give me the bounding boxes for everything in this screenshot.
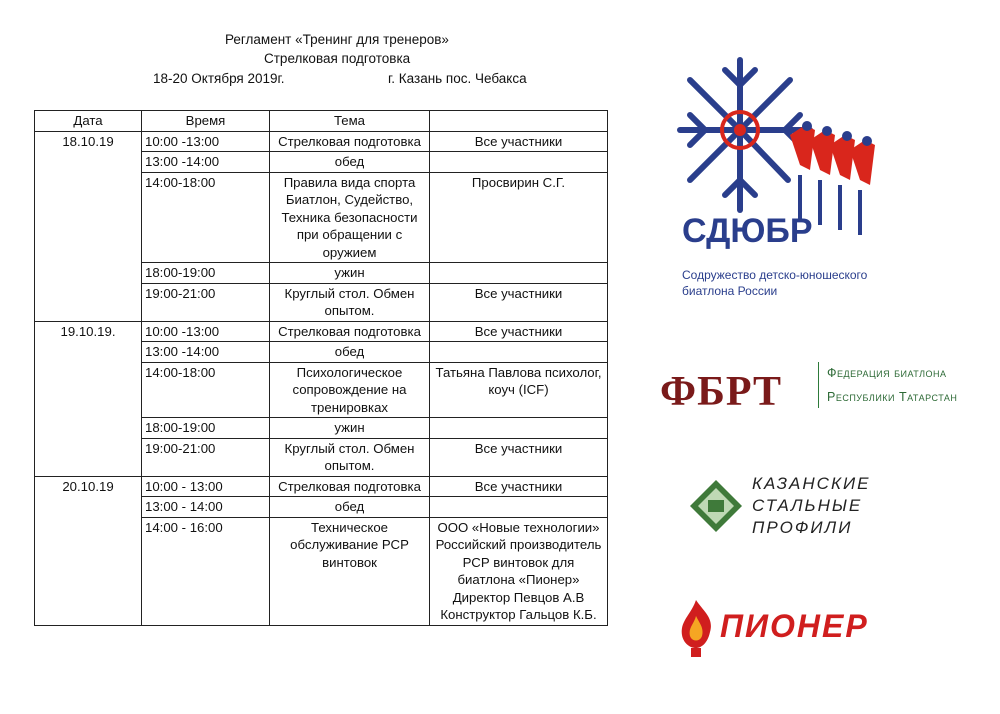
participants-cell: ООО «Новые технологии» Российский производитель РСР винтовок для биатлона «Пионер» Директор Певцов А.В Конструктор Гальцов К.Б. <box>430 517 608 625</box>
table-row <box>35 476 608 497</box>
topic-cell: Стрелковая подготовка <box>270 321 430 342</box>
column-header <box>430 111 608 132</box>
sdubr-caption-1: Содружество детско-юношеского <box>682 268 868 282</box>
time-cell: 10:00 - 13:00 <box>142 476 270 497</box>
participants-cell <box>430 342 608 363</box>
doc-subtitle: Стрелковая подготовка <box>264 51 411 66</box>
time-cell: 13:00 -14:00 <box>142 152 270 173</box>
time-cell: 18:00-19:00 <box>142 418 270 439</box>
participants-cell: Все участники <box>430 321 608 342</box>
date-cell: 20.10.19 <box>35 476 142 625</box>
schedule-table <box>34 110 608 626</box>
participants-cell: Все участники <box>430 438 608 476</box>
column-header: Тема <box>270 111 430 132</box>
time-cell: 13:00 - 14:00 <box>142 497 270 518</box>
date-cell: 19.10.19. <box>35 321 142 476</box>
pioneer-name: ПИОНЕР <box>720 608 869 644</box>
participants-cell: Все участники <box>430 131 608 152</box>
table-row <box>35 321 608 342</box>
fbrt-divider <box>818 362 819 408</box>
ksp-line-3: ПРОФИЛИ <box>752 518 853 537</box>
topic-cell: обед <box>270 497 430 518</box>
fbrt-name: ФБРТ <box>660 369 783 415</box>
participants-cell <box>430 497 608 518</box>
participants-cell <box>430 152 608 173</box>
time-cell: 14:00 - 16:00 <box>142 517 270 625</box>
topic-cell: Круглый стол. Обмен опытом. <box>270 283 430 321</box>
logos-panel <box>660 0 1000 714</box>
sdubr-name: СДЮБР <box>682 212 813 250</box>
flame-icon <box>674 598 718 658</box>
participants-cell: Просвирин С.Г. <box>430 172 608 263</box>
fbrt-line-2: Республики Татарстан <box>827 390 958 404</box>
topic-cell: ужин <box>270 263 430 284</box>
table-header-row <box>35 111 608 132</box>
doc-dates: 18-20 Октября 2019г. <box>153 71 285 86</box>
doc-place: г. Казань пос. Чебакса <box>388 71 527 86</box>
doc-title: Регламент «Тренинг для тренеров» <box>225 32 449 47</box>
time-cell: 13:00 -14:00 <box>142 342 270 363</box>
topic-cell: обед <box>270 342 430 363</box>
ksp-line-1: КАЗАНСКИЕ <box>752 474 871 493</box>
ksp-line-2: СТАЛЬНЫЕ <box>752 496 863 515</box>
time-cell: 19:00-21:00 <box>142 283 270 321</box>
participants-cell: Все участники <box>430 476 608 497</box>
time-cell: 10:00 -13:00 <box>142 321 270 342</box>
topic-cell: Психологическое сопровождение на тренировках <box>270 362 430 418</box>
topic-cell: Правила вида спорта Биатлон, Судейство, Техника безопасности при обращении с оружием <box>270 172 430 263</box>
date-cell: 18.10.19 <box>35 131 142 321</box>
time-cell: 18:00-19:00 <box>142 263 270 284</box>
topic-cell: Круглый стол. Обмен опытом. <box>270 438 430 476</box>
participants-cell <box>430 418 608 439</box>
ksp-emblem-icon <box>688 478 744 534</box>
topic-cell: Техническое обслуживание РСР винтовок <box>270 517 430 625</box>
topic-cell: ужин <box>270 418 430 439</box>
time-cell: 14:00-18:00 <box>142 172 270 263</box>
topic-cell: Стрелковая подготовка <box>270 476 430 497</box>
participants-cell: Все участники <box>430 283 608 321</box>
column-header: Дата <box>35 111 142 132</box>
participants-cell: Татьяна Павлова психолог, коуч (ICF) <box>430 362 608 418</box>
table-row <box>35 131 608 152</box>
column-header: Время <box>142 111 270 132</box>
sdubr-caption-2: биатлона России <box>682 284 778 298</box>
time-cell: 14:00-18:00 <box>142 362 270 418</box>
time-cell: 10:00 -13:00 <box>142 131 270 152</box>
topic-cell: Стрелковая подготовка <box>270 131 430 152</box>
fbrt-line-1: Федерация биатлона <box>827 366 947 380</box>
time-cell: 19:00-21:00 <box>142 438 270 476</box>
participants-cell <box>430 263 608 284</box>
topic-cell: обед <box>270 152 430 173</box>
